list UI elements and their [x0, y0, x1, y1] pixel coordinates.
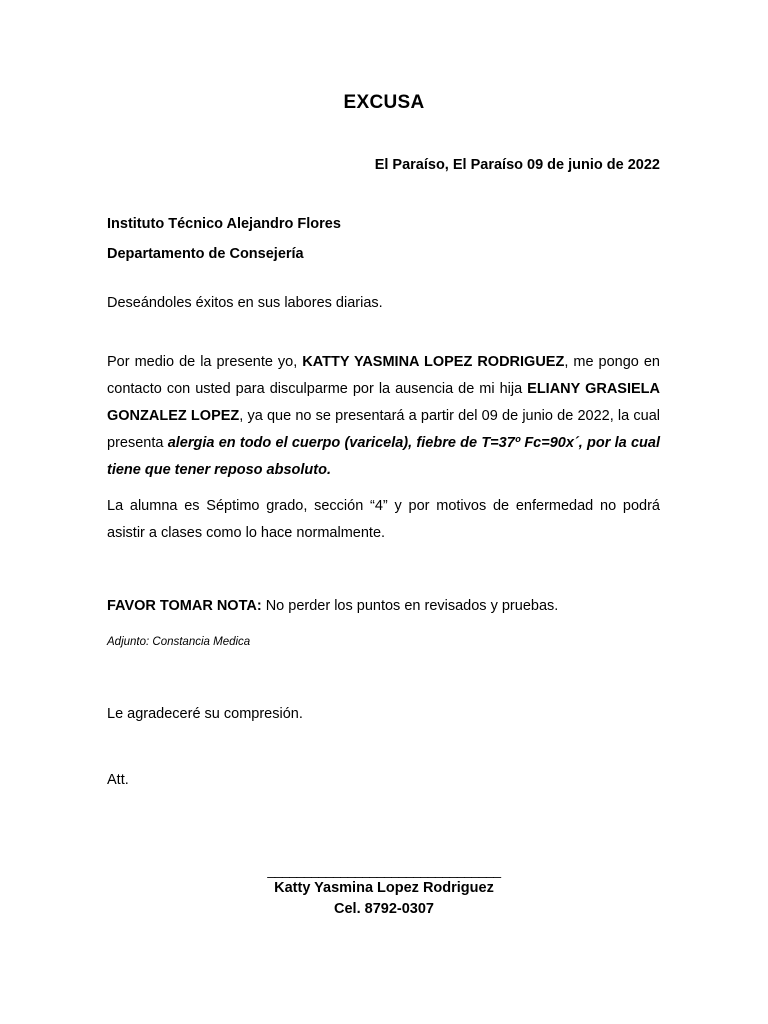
note-line	[107, 598, 660, 614]
recipient-department: Departamento de Consejería	[107, 246, 304, 262]
paragraph-1-text-a: Por medio de la presente yo,	[107, 354, 303, 370]
recipient-institution: Instituto Técnico Alejandro Flores	[107, 216, 341, 232]
student-name: ELIANY GRASIELA GONZALEZ LOPEZ	[107, 381, 660, 424]
medical-condition: alergia en todo el cuerpo (varicela), fiebre de T=37º Fc=90x´, por la cual tiene que tener reposo absoluto.	[107, 435, 660, 478]
note-text: No perder los puntos en revisados y pruebas.	[261, 598, 559, 614]
date-line: El Paraíso, El Paraíso 09 de junio de 2022	[374, 157, 660, 173]
signer-phone: Cel. 8792-0307	[334, 901, 434, 917]
greeting: Deseándoles éxitos en sus labores diarias.	[107, 295, 383, 311]
signer-name: Katty Yasmina Lopez Rodriguez	[274, 880, 494, 896]
body-paragraph-2: La alumna es Séptimo grado, sección “4” y por motivos de enfermedad no podrá asistir a clases como lo hace normalmente.	[107, 498, 660, 541]
document-title: EXCUSA	[343, 92, 425, 113]
paragraph-1-text-c: , ya que no se presentará a partir del 09 de junio de 2022, la cual presenta	[107, 408, 660, 451]
paragraph-1-text-b: , me pongo en contacto con usted para disculparme por la ausencia de mi hija	[107, 354, 660, 397]
signature-line: ________________________________	[267, 862, 501, 878]
note-label: FAVOR TOMAR NOTA:	[107, 598, 262, 614]
body-paragraph-1	[107, 349, 660, 484]
thanks-line: Le agradeceré su compresión.	[107, 706, 303, 722]
attachment-note: Adjunto: Constancia Medica	[107, 636, 251, 648]
closing-line: Att.	[107, 772, 129, 788]
parent-name: KATTY YASMINA LOPEZ RODRIGUEZ	[302, 354, 565, 370]
